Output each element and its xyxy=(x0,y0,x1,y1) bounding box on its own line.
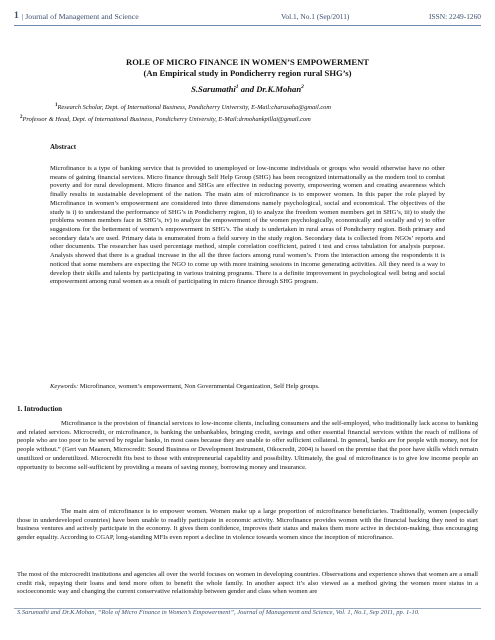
affiliation-1 xyxy=(55,103,331,111)
affiliation-1-text: Research Scholar, Dept. of International Business, Pondicherry University, E-Mail:charusaha@gmail.com xyxy=(57,104,331,112)
author-1: S.Sarumathi xyxy=(191,84,236,94)
citation-footer: S.Sarumathi and Dr.K.Mohan, “Role of Micro Finance in Women’s Empowerment”, Journal of Management and Science, Vol. 1, No.1, Sep 2011, pp. 1-10. xyxy=(17,609,420,616)
affiliation-1-sup: 1 xyxy=(55,103,58,108)
abstract-text: Microfinance is a type of banking service that is provided to unemployed or low-income individuals or groups who would otherwise have no other means of gaining financial services. Micro finance through Self Help Group (SHG) has been recognized internationally as the modern tool to combat poverty and for rural development. Micro finance and SHGs are effective in reducing poverty, empowering women and creating awareness which finally results in sustainable development of the nation. The main aim of microfinance is to empower women. In this paper the role played by Microfinance in women’s empowerment are considered into three dimensions namely psychological, social and economical. The objectives of the study is i) to understand the performance of SHG’s in Pondicherry region, ii) to analyze the freedom women members get in SHG’s, iii) to study the problems women members face in SHG’s, iv) to analyze the empowerment of the women psychologically, economically and socially and v) to offer suggestions for the betterment of women’s empowerment in SHG’s. The study is undertaken in rural areas of Pondicherry region. Both primary and secondary data’s are used. Primary data is enumerated from a field survey in the study region. Secondary data is collected from NGOs’ reports and other documents. The researcher has used percentage method, simple correlation coefficient, paired t test and cross tabulation for analysis purpose. Analysis showed that there is a gradual increase in the all the three factors among rural women’s. From the interaction among the respondents it is noticed that some members are expecting the NGO to come up with more training sessions in income generating activities. All they need is a way to develop their skills and talents by participating in various training programs. There is a definite improvement in psychological well being and social empowerment among rural women as a result of participating in micro finance through SHG program. xyxy=(50,165,445,286)
author-line xyxy=(20,84,475,94)
title-line-1: ROLE OF MICRO FINANCE IN WOMEN’S EMPOWERMENT xyxy=(125,57,370,67)
keywords-text: Microfinance, women’s empowerment, Non Governmental Organization, Self Help groups. xyxy=(78,383,320,390)
journal-title: Journal of Management and Science xyxy=(25,11,139,21)
header-separator: | xyxy=(21,11,24,21)
journal-name xyxy=(22,12,281,21)
page-number: 1 xyxy=(14,11,19,21)
header-divider xyxy=(14,25,481,26)
title-line-2: (An Empirical study in Pondicherry region rural SHG’s) xyxy=(143,67,352,78)
abstract-heading: Abstract xyxy=(50,143,77,151)
running-header xyxy=(14,8,481,24)
keywords-label: Keywords: xyxy=(50,383,79,390)
affiliation-2-text: Professor & Head, Dept. of International Business, Pondicherry University, E-Mail:drmohankpillai@gmail.com xyxy=(22,116,311,124)
section-heading-introduction: 1. Introduction xyxy=(17,405,62,413)
author-connector: and xyxy=(238,84,257,94)
keywords xyxy=(50,383,445,390)
body-paragraph: The main aim of microfinance is to empower women. Women make up a large proportion of microfinance beneficiaries. Traditionally, women (especially those in underdeveloped countries) have been unable to readily participate in economic activity. Microfinance provides women with the financial backing they need to start business ventures and actively participate in the economy. It gives them confidence, improves their status and makes them more active in decision-making, thus encouraging gender equality. According to CGAP, long-standing MFIs even report a decline in violence towards women since the inception of microfinance. xyxy=(17,508,478,542)
paper-title xyxy=(20,57,475,78)
issn: ISSN: 2249-1260 xyxy=(429,11,481,21)
affiliation-2-sup: 2 xyxy=(20,115,23,120)
body-paragraph: Microfinance is the provision of financial services to low-income clients, including consumers and the self-employed, who traditionally lack access to banking and related services. Microcredit, or microfinance, is banking the unbankables, bringing credit, savings and other essential financial services within the reach of millions of people who are too poor to be served by regular banks, in most cases because they are unable to offer sufficient collateral. In general, banks are for people with money, not for people without.” (Gert van Maanen, Microcredit: Sound Business or Development Instrument, Oikocredit, 2004) is based on the premise that the poor have skills which remain unutilized or underutilized. Microcredit fits best to those with entrepreneurial capability and possibility. Ultimately, the goal of microfinance is to give low income people an opportunity to become self-sufficient by providing a means of saving money, borrowing money and insurance. xyxy=(17,420,478,471)
author-1-sup: 1 xyxy=(235,84,239,91)
affiliation-2 xyxy=(20,115,311,123)
volume-info: Vol.1, No.1 (Sep/2011) xyxy=(281,11,350,21)
author-2-sup: 2 xyxy=(301,84,304,91)
body-paragraph: The most of the microcredit institutions and agencies all over the world focuses on women in developing countries. Observations and experience shows that women are a small credit risk, repaying their loans and tend more often to benefit the whole family. In another aspect it’s also viewed as a method giving the women more status in a socioeconomic way and changing the current conservative relationship between gender and class when women are xyxy=(17,571,478,596)
author-2: Dr.K.Mohan xyxy=(256,84,302,94)
